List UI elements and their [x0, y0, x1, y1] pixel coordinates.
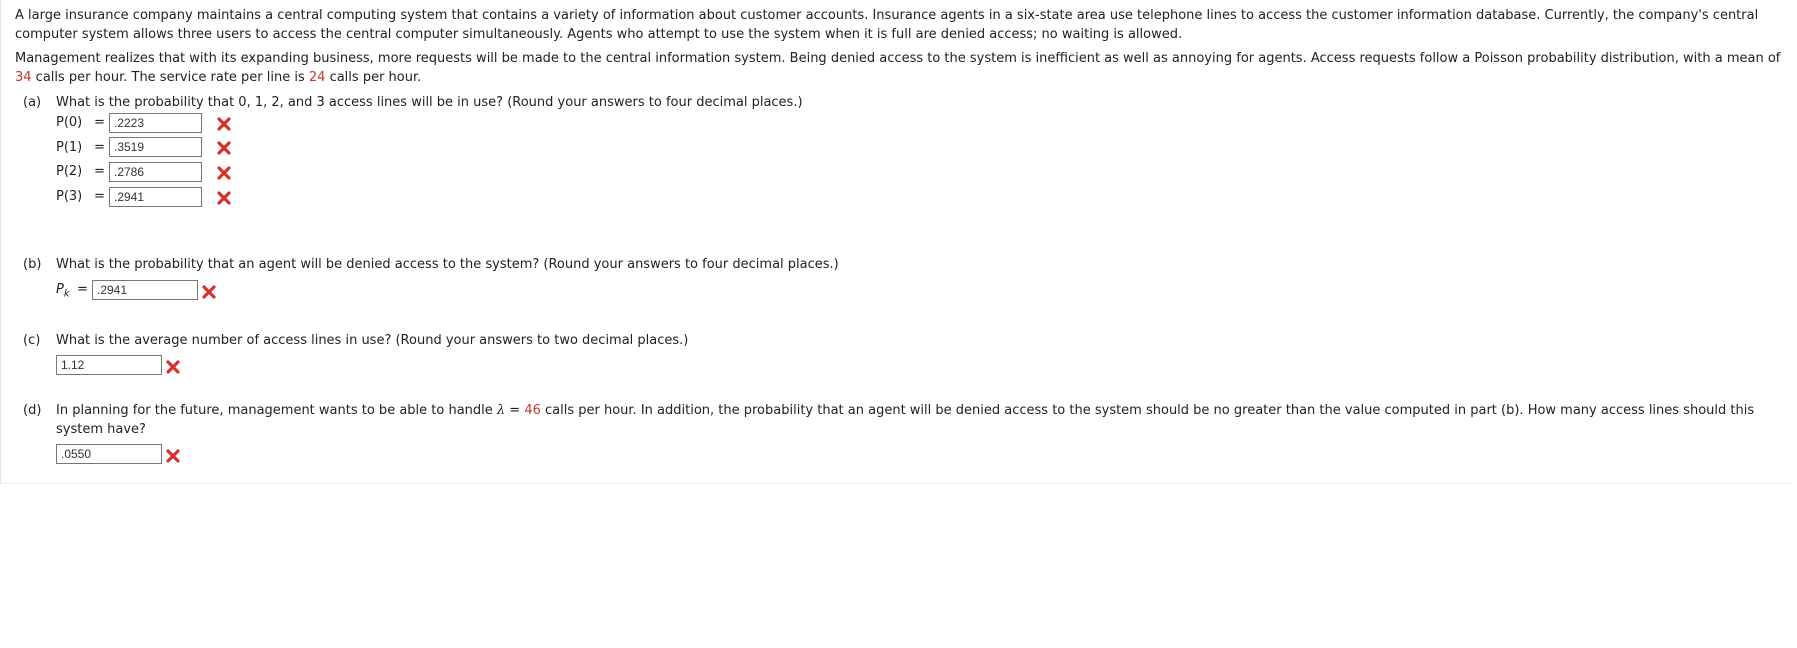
- part-c-label: (c): [23, 333, 41, 348]
- pk-subscript: k: [63, 288, 70, 300]
- p2-label: P(2): [56, 164, 83, 179]
- p1-equals: =: [94, 140, 105, 155]
- x-mark-icon: [216, 140, 232, 156]
- p2-answer-input[interactable]: .2786: [109, 162, 202, 182]
- lambda-symbol: λ: [496, 403, 506, 418]
- part-a-question: What is the probability that 0, 1, 2, and 3 access lines will be in use? (Round your answers to four decimal places.): [56, 95, 803, 110]
- p3-equals: =: [94, 189, 105, 204]
- part-b-label: (b): [23, 257, 42, 272]
- x-mark-icon: [216, 190, 232, 206]
- p3-label: P(3): [56, 189, 83, 204]
- avg-lines-answer-input[interactable]: 1.12: [56, 355, 162, 375]
- p3-answer-input[interactable]: .2941: [109, 187, 202, 207]
- p0-equals: =: [94, 115, 105, 130]
- intro-p1-line1: A large insurance company maintains a central computing system that contains a variety of information about customer accounts. Insurance agents in a six-state area use telephone lines to access the customer information database. Currently, the company's central: [15, 8, 1759, 23]
- access-lines-answer-input[interactable]: .0550: [56, 444, 162, 464]
- p0-answer-input[interactable]: .2223: [109, 113, 202, 133]
- lambda-equals: =: [505, 403, 525, 418]
- intro-p2-end: calls per hour.: [325, 70, 422, 85]
- p0-label: P(0): [56, 115, 83, 130]
- part-a-label: (a): [23, 95, 42, 110]
- x-mark-icon: [216, 116, 232, 132]
- x-mark-icon: [216, 165, 232, 181]
- part-d-text-post: calls per hour. In addition, the probability that an agent will be denied access to the system should be no greater than the value computed in part (b). How many access lines should this: [540, 403, 1755, 418]
- x-mark-icon: [165, 448, 181, 464]
- intro-paragraph-1: [15, 6, 1785, 44]
- p1-answer-input[interactable]: .3519: [109, 137, 202, 157]
- intro-p1-line2: computer system allows three users to access the central computer simultaneously. Agents who attempt to use the system when it is full are denied access; no waiting is allowed.: [15, 27, 1183, 42]
- part-d-text-line2: system have?: [56, 422, 146, 437]
- pk-label: [56, 281, 70, 304]
- part-d-text-pre: In planning for the future, management wants to be able to handle: [56, 403, 497, 418]
- p2-equals: =: [94, 164, 105, 179]
- service-rate-value: 24: [308, 70, 326, 85]
- intro-paragraph-2: [15, 49, 1785, 87]
- part-b-question: What is the probability that an agent will be denied access to the system? (Round your answers to four decimal places.): [56, 257, 839, 272]
- part-d-question: [56, 401, 1776, 439]
- x-mark-icon: [201, 284, 217, 300]
- p1-label: P(1): [56, 140, 83, 155]
- pk-equals: =: [77, 282, 88, 297]
- mean-calls-value: 34: [15, 70, 32, 85]
- pk-var: P: [56, 282, 64, 297]
- part-c-question: What is the average number of access lines in use? (Round your answers to two decimal places.): [56, 333, 689, 348]
- x-mark-icon: [165, 359, 181, 375]
- lambda-value: 46: [524, 403, 541, 418]
- part-d-label: (d): [23, 403, 42, 418]
- intro-p2-mid: calls per hour. The service rate per line is: [31, 70, 309, 85]
- pk-answer-input[interactable]: .2941: [92, 280, 198, 300]
- intro-p2-line1: Management realizes that with its expanding business, more requests will be made to the central information system. Being denied access to the system is inefficient as well as annoying for agents. Access requests follow a Poisson probability distribution, with a mean of: [15, 51, 1781, 66]
